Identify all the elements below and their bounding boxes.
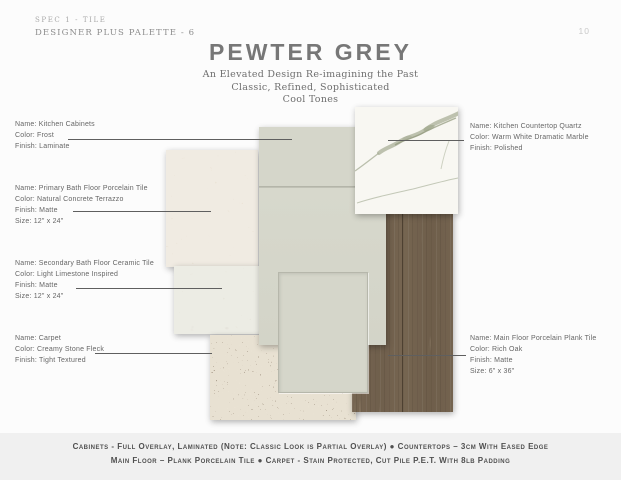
footer-spec-band — [0, 433, 621, 480]
label-line: Name: Kitchen Countertop Quartz — [470, 123, 582, 130]
label-line: Size: 12" x 24" — [15, 218, 64, 225]
label-line: Color: Natural Concrete Terrazzo — [15, 196, 124, 203]
label-line: Finish: Tight Textured — [15, 357, 86, 364]
subtitle — [0, 69, 621, 107]
label-line: Name: Main Floor Porcelain Plank Tile — [470, 335, 597, 342]
label-line: Finish: Polished — [470, 145, 523, 152]
spec-line: SPEC 1 - TILE — [35, 16, 107, 24]
label-line: Color: Rich Oak — [470, 346, 523, 353]
title-block — [0, 39, 621, 107]
label-line: Name: Kitchen Cabinets — [15, 121, 95, 128]
label-line: Name: Primary Bath Floor Porcelain Tile — [15, 185, 148, 192]
label-line: Finish: Matte — [15, 207, 58, 214]
label-countertop — [470, 121, 589, 154]
label-line: Name: Carpet — [15, 335, 61, 342]
label-main-floor — [470, 333, 596, 377]
primary-bath-tile-texture — [166, 150, 258, 267]
label-line: Color: Frost — [15, 132, 54, 139]
leader-line-kitchen-cabinets — [68, 139, 292, 140]
label-line: Finish: Laminate — [15, 143, 70, 150]
header-block — [35, 16, 195, 38]
label-primary-bath — [15, 183, 148, 227]
footer-line-2: Main Floor – Plank Porcelain Tile ● Carpet - Stain Protected, Cut Pile P.E.T. With 8lb Padding — [110, 456, 511, 465]
label-line: Finish: Matte — [470, 357, 513, 364]
label-line: Size: 6" x 36" — [470, 368, 515, 375]
cabinet-shaker-panel — [278, 272, 368, 393]
page-number: 10 — [578, 26, 590, 36]
subtitle-line-2: Classic, Refined, Sophisticated — [231, 81, 390, 93]
label-carpet — [15, 333, 104, 366]
marble-veining — [355, 107, 458, 214]
label-line: Color: Creamy Stone Fleck — [15, 346, 105, 353]
primary-bath-tile-swatch — [166, 150, 258, 267]
page-title: PEWTER GREY — [209, 39, 412, 65]
subtitle-line-1: An Elevated Design Re-imagining the Past — [202, 69, 419, 80]
secondary-bath-tile-texture — [174, 266, 265, 334]
footer-line-1: Cabinets - Full Overlay, Laminated (Note: Classic Look is Partial Overlay) ● Countertops – 3cm With Eased Edge — [72, 442, 549, 451]
label-secondary-bath — [15, 258, 154, 302]
leader-line-countertop — [388, 140, 464, 141]
label-line: Name: Secondary Bath Floor Ceramic Tile — [15, 260, 154, 267]
plank-seam-line — [402, 214, 403, 412]
quartz-countertop-swatch — [355, 107, 458, 214]
label-line: Size: 12" x 24" — [15, 293, 64, 300]
label-line: Color: Light Limestone Inspired — [15, 271, 119, 278]
subtitle-line-3: Cool Tones — [282, 94, 339, 105]
secondary-bath-tile-swatch — [174, 266, 265, 334]
label-line: Finish: Matte — [15, 282, 58, 289]
leader-line-main-floor — [388, 355, 466, 356]
leader-line-carpet — [95, 353, 212, 354]
label-line: Color: Warm White Dramatic Marble — [470, 134, 589, 141]
label-kitchen-cabinets — [15, 119, 95, 152]
palette-line: DESIGNER PLUS PALETTE - 6 — [35, 28, 196, 38]
